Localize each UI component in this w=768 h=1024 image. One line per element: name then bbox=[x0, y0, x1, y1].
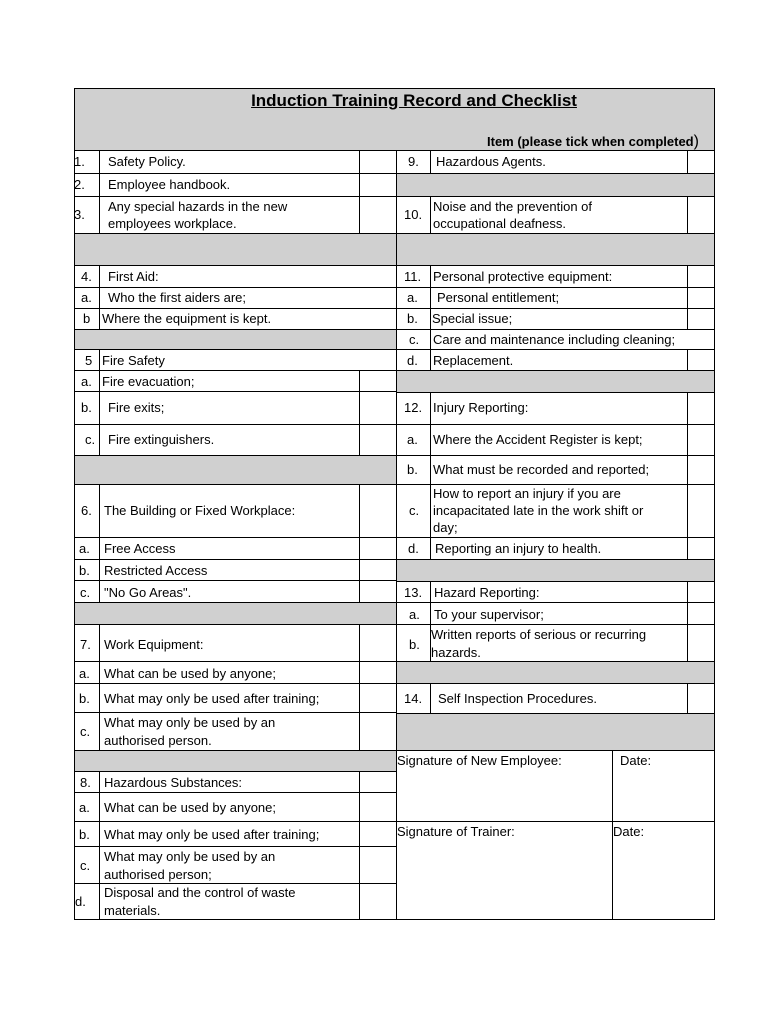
item-number: a. bbox=[79, 541, 90, 556]
grid-line bbox=[74, 559, 396, 560]
border-line bbox=[74, 919, 715, 920]
grid-line bbox=[74, 792, 396, 793]
grid-line bbox=[74, 391, 396, 392]
grid-line bbox=[687, 349, 688, 370]
item-number: c. bbox=[409, 332, 420, 347]
checklist-item-label: What may only be used after training; bbox=[104, 827, 320, 842]
checklist-item-label: What may only be used by an bbox=[104, 849, 276, 864]
trainer-date-label: Date: bbox=[613, 824, 645, 839]
grid-line bbox=[74, 196, 396, 197]
grid-line bbox=[687, 196, 688, 233]
grid-line bbox=[74, 150, 715, 151]
item-number: c. bbox=[80, 858, 91, 873]
checklist-item-label: Written reports of serious or recurring bbox=[431, 627, 647, 642]
item-number: b. bbox=[79, 691, 90, 706]
checklist-item-label: Personal entitlement; bbox=[437, 290, 560, 305]
checklist-item-label: Where the equipment is kept. bbox=[102, 311, 272, 326]
grid-line bbox=[396, 455, 715, 456]
grid-line bbox=[74, 683, 396, 684]
checklist-item-label: Who the first aiders are; bbox=[108, 290, 246, 305]
separator-row bbox=[396, 233, 715, 265]
grid-line bbox=[74, 750, 396, 751]
form-title: Induction Training Record and Checklist bbox=[251, 91, 577, 110]
separator-row bbox=[396, 661, 715, 683]
item-number: c. bbox=[80, 724, 91, 739]
grid-line bbox=[396, 602, 715, 603]
grid-line bbox=[396, 173, 715, 174]
item-number: d. bbox=[75, 894, 86, 909]
checklist-item-label: Self Inspection Procedures. bbox=[438, 691, 597, 706]
item-number: d. bbox=[407, 353, 418, 368]
grid-line bbox=[74, 624, 396, 625]
grid-line bbox=[99, 349, 100, 455]
separator-row bbox=[74, 455, 396, 484]
grid-line bbox=[74, 233, 396, 234]
grid-line bbox=[396, 581, 715, 582]
checklist-item-label: authorised person. bbox=[104, 733, 212, 748]
checklist-item-label: day; bbox=[433, 520, 458, 535]
grid-line bbox=[687, 392, 688, 559]
item-number: 13. bbox=[404, 585, 423, 600]
grid-line bbox=[74, 308, 396, 309]
section-heading: Fire Safety bbox=[102, 353, 165, 368]
grid-line bbox=[687, 150, 688, 173]
employee-date-label: Date: bbox=[620, 753, 652, 768]
item-number: 1. bbox=[74, 154, 85, 169]
separator-row bbox=[396, 559, 715, 581]
grid-line bbox=[74, 173, 396, 174]
checklist-item-label: Fire evacuation; bbox=[102, 374, 195, 389]
item-number: a. bbox=[79, 666, 90, 681]
item-number: 12. bbox=[404, 400, 423, 415]
checklist-item-label: Disposal and the control of waste bbox=[104, 885, 296, 900]
employee-signature-label: Signature of New Employee: bbox=[397, 753, 562, 768]
item-number: c. bbox=[85, 432, 96, 447]
section-heading: Hazard Reporting: bbox=[434, 585, 540, 600]
grid-line bbox=[359, 624, 360, 750]
item-number: b. bbox=[409, 637, 420, 652]
grid-line bbox=[359, 771, 360, 919]
checklist-item-label: Free Access bbox=[104, 541, 176, 556]
section-heading: Work Equipment: bbox=[104, 637, 204, 652]
grid-line bbox=[396, 713, 715, 714]
grid-line bbox=[396, 424, 715, 425]
checklist-item-label: Where the Accident Register is kept; bbox=[433, 432, 643, 447]
item-number: 4. bbox=[81, 269, 92, 284]
grid-line bbox=[74, 349, 396, 350]
grid-line bbox=[396, 329, 715, 330]
grid-line bbox=[74, 329, 396, 330]
checklist-item-label: materials. bbox=[104, 903, 161, 918]
separator-row bbox=[396, 370, 715, 392]
section-heading: Personal protective equipment: bbox=[433, 269, 613, 284]
grid-line bbox=[74, 484, 396, 485]
grid-line bbox=[396, 392, 715, 393]
grid-line bbox=[396, 750, 715, 751]
item-number: a. bbox=[81, 374, 92, 389]
border-line bbox=[714, 88, 715, 920]
section-heading: First Aid: bbox=[108, 269, 159, 284]
grid-line bbox=[99, 484, 100, 602]
grid-line bbox=[74, 661, 396, 662]
grid-line bbox=[74, 265, 396, 266]
checklist-item-label: Safety Policy. bbox=[108, 154, 186, 169]
item-number: a. bbox=[79, 800, 90, 815]
grid-line bbox=[74, 370, 396, 371]
checklist-item-label: Fire exits; bbox=[108, 400, 165, 415]
item-number: b. bbox=[79, 563, 90, 578]
grid-line bbox=[396, 349, 715, 350]
item-number: b. bbox=[407, 311, 418, 326]
item-number: 7. bbox=[80, 637, 91, 652]
grid-line bbox=[396, 196, 715, 197]
grid-line bbox=[430, 150, 431, 173]
grid-line bbox=[396, 370, 715, 371]
checklist-item-label: How to report an injury if you are bbox=[433, 486, 621, 501]
grid-line bbox=[74, 424, 396, 425]
checklist-item-label: Hazardous Agents. bbox=[436, 154, 546, 169]
item-number: c. bbox=[80, 585, 91, 600]
section-heading: The Building or Fixed Workplace: bbox=[104, 503, 296, 518]
grid-line bbox=[396, 233, 715, 234]
grid-line bbox=[396, 265, 715, 266]
grid-line bbox=[687, 581, 688, 661]
item-number: a. bbox=[407, 432, 418, 447]
grid-line bbox=[396, 308, 715, 309]
grid-line bbox=[687, 265, 688, 329]
item-number: 11. bbox=[404, 269, 422, 284]
item-number: 9. bbox=[408, 154, 419, 169]
separator-row bbox=[74, 233, 396, 265]
checklist-item-label: incapacitated late in the work shift or bbox=[433, 503, 644, 518]
grid-line bbox=[430, 683, 431, 713]
item-number: c. bbox=[409, 503, 420, 518]
checklist-item-label: Fire extinguishers. bbox=[108, 432, 215, 447]
grid-line bbox=[99, 771, 100, 919]
checklist-item-label: To your supervisor; bbox=[434, 607, 544, 622]
checklist-item-label: What can be used by anyone; bbox=[104, 800, 277, 815]
item-number: 2. bbox=[74, 177, 85, 192]
item-number: 10. bbox=[404, 207, 423, 222]
item-number: b. bbox=[79, 827, 90, 842]
separator-row bbox=[396, 713, 715, 750]
checklist-item-label: Care and maintenance including cleaning; bbox=[433, 332, 676, 347]
checklist-item-label: What must be recorded and reported; bbox=[433, 462, 650, 477]
item-number: d. bbox=[408, 541, 419, 556]
trainer-signature-label: Signature of Trainer: bbox=[397, 824, 515, 839]
checklist-item-label: What may only be used by an bbox=[104, 715, 276, 730]
grid-line bbox=[359, 370, 360, 455]
border-line bbox=[74, 88, 715, 89]
grid-line bbox=[74, 712, 396, 713]
checklist-item-label: Noise and the prevention of bbox=[433, 199, 592, 214]
checklist-item-label: Replacement. bbox=[433, 353, 514, 368]
checklist-item-label: hazards. bbox=[431, 645, 481, 660]
grid-line bbox=[99, 150, 100, 233]
checklist-item-label: What may only be used after training; bbox=[104, 691, 320, 706]
grid-line bbox=[99, 265, 100, 329]
grid-line bbox=[74, 771, 396, 772]
form-subtitle bbox=[487, 133, 699, 151]
checklist-item-label: Restricted Access bbox=[104, 563, 208, 578]
grid-line bbox=[74, 537, 396, 538]
separator-row bbox=[74, 329, 396, 349]
checklist-item-label: Reporting an injury to health. bbox=[435, 541, 602, 556]
section-heading: Hazardous Substances: bbox=[104, 775, 243, 790]
item-number: b bbox=[83, 311, 91, 326]
separator-row bbox=[74, 602, 396, 624]
grid-line bbox=[430, 265, 431, 370]
item-number: b. bbox=[81, 400, 92, 415]
checklist-item-label: What can be used by anyone; bbox=[104, 666, 277, 681]
checklist-item-label: Any special hazards in the new bbox=[108, 199, 288, 214]
item-number: b. bbox=[407, 462, 418, 477]
form-subtitle-paren: ) bbox=[693, 133, 699, 150]
checklist-item-label: employees workplace. bbox=[108, 216, 237, 231]
checklist-item-label: Special issue; bbox=[432, 311, 513, 326]
grid-line bbox=[74, 455, 396, 456]
grid-line bbox=[396, 287, 715, 288]
grid-line bbox=[99, 624, 100, 750]
item-number: 8. bbox=[80, 775, 91, 790]
section-heading: Injury Reporting: bbox=[433, 400, 529, 415]
checklist-item-label: occupational deafness. bbox=[433, 216, 566, 231]
grid-line bbox=[396, 821, 715, 822]
item-number: 6. bbox=[81, 503, 92, 518]
grid-line bbox=[396, 559, 715, 560]
checklist-item-label: "No Go Areas". bbox=[104, 585, 192, 600]
grid-line bbox=[430, 196, 431, 233]
grid-line bbox=[74, 580, 396, 581]
grid-line bbox=[396, 683, 715, 684]
separator-row bbox=[396, 173, 715, 196]
grid-line bbox=[74, 287, 396, 288]
form-subtitle-text: Item (please tick when completed bbox=[487, 134, 694, 149]
item-number: 14. bbox=[404, 691, 423, 706]
item-number: a. bbox=[407, 290, 418, 305]
grid-line bbox=[430, 392, 431, 559]
grid-line bbox=[359, 150, 360, 233]
item-number: a. bbox=[81, 290, 92, 305]
item-number: 3. bbox=[74, 207, 85, 222]
grid-line bbox=[74, 602, 396, 603]
separator-row bbox=[74, 750, 396, 771]
checklist-item-label: authorised person; bbox=[104, 867, 212, 882]
item-number: a. bbox=[409, 607, 420, 622]
grid-line bbox=[396, 661, 715, 662]
checklist-item-label: Employee handbook. bbox=[108, 177, 231, 192]
grid-line bbox=[359, 484, 360, 602]
grid-line bbox=[74, 821, 396, 822]
grid-line bbox=[396, 537, 715, 538]
grid-line bbox=[74, 846, 396, 847]
item-number: 5 bbox=[85, 353, 93, 368]
grid-line bbox=[687, 683, 688, 713]
grid-line bbox=[396, 624, 715, 625]
